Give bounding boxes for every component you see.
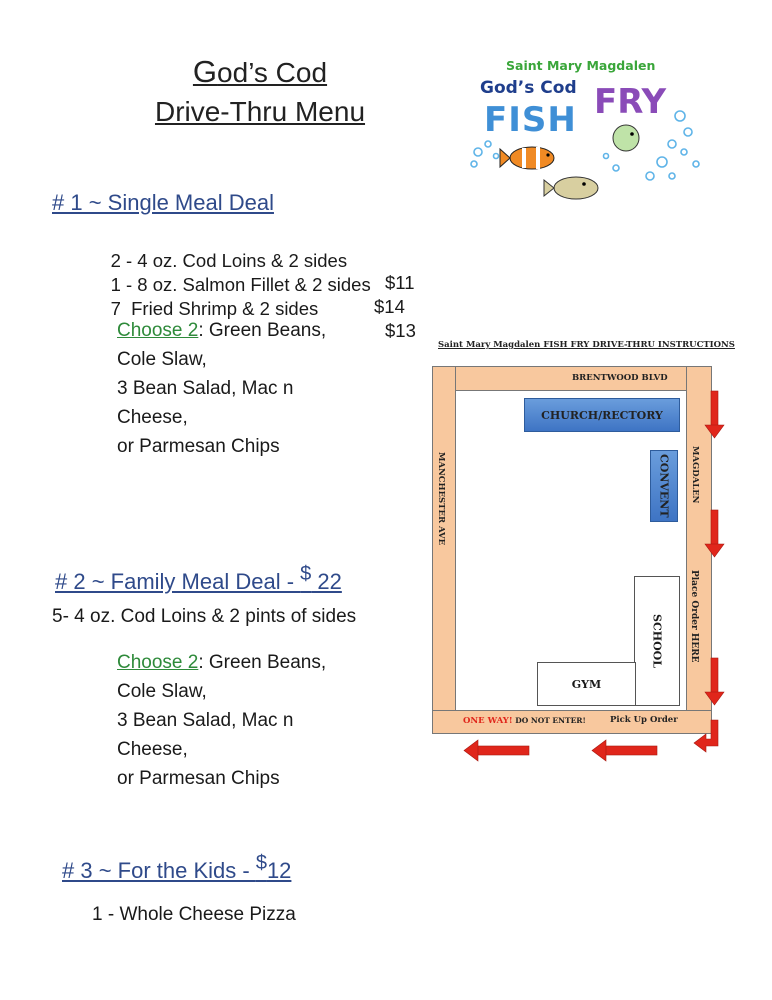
- building-church-rectory: CHURCH/RECTORY: [524, 398, 680, 432]
- price-symbol: $: [300, 563, 312, 585]
- arrow-left-icon: [592, 740, 657, 761]
- one-way-sign: [463, 716, 586, 726]
- one-way-text: ONE WAY!: [463, 716, 513, 726]
- arrow-left-icon: [464, 740, 529, 761]
- deal2-sides-choice: [117, 648, 377, 793]
- heading-price: 12: [266, 858, 292, 883]
- fish-fry-logo: [466, 52, 706, 207]
- page-title-line2: Drive-Thru Menu: [154, 96, 366, 127]
- choose-label: Choose 2: [117, 652, 199, 673]
- item-price: $13: [385, 320, 416, 341]
- title-cap-letter: G: [192, 54, 218, 89]
- price-symbol: $: [255, 852, 267, 874]
- choice-line: or Parmesan Chips: [117, 768, 280, 789]
- choice-line: or Parmesan Chips: [117, 436, 280, 457]
- item-price: $11: [385, 272, 415, 293]
- item-price: $14: [374, 296, 405, 317]
- choice-line: Cheese,: [117, 407, 188, 428]
- choice-line: Cole Slaw,: [117, 681, 207, 702]
- building-school: SCHOOL: [634, 576, 680, 706]
- page-title-line1: [0, 54, 520, 90]
- logo-word-fry: FRY: [594, 82, 667, 122]
- choice-line: Cole Slaw,: [117, 349, 207, 370]
- choice-text: : Green Beans,: [198, 652, 327, 673]
- choice-text: : Green Beans,: [198, 320, 327, 341]
- label-place-order: Place Order HERE: [689, 570, 699, 663]
- road-right-magdalen: [686, 366, 712, 734]
- item-name: 1 - 8 oz. Salmon Fillet & 2 sides: [110, 274, 371, 295]
- deal2-heading: [55, 563, 342, 595]
- heading-text: # 3 ~ For the Kids -: [62, 858, 256, 883]
- logo-brand: God’s Cod: [480, 78, 577, 98]
- road-left-manchester: [432, 366, 456, 734]
- choice-line: Cheese,: [117, 739, 188, 760]
- do-not-enter-text: DO NOT ENTER!: [512, 716, 586, 725]
- deal3-heading: [62, 852, 292, 884]
- choice-line: [117, 316, 377, 345]
- heading-price: 22: [311, 569, 342, 594]
- logo-parish-name: Saint Mary Magdalen: [506, 58, 656, 73]
- title-rest: od’s Cod: [217, 57, 328, 88]
- fish-illustration-icon: [466, 52, 706, 207]
- label-brentwood: BRENTWOOD BLVD: [572, 373, 668, 383]
- deal3-item: 1 - Whole Cheese Pizza: [92, 904, 296, 925]
- choice-line: 3 Bean Salad, Mac n: [117, 378, 294, 399]
- deal2-item: 5- 4 oz. Cod Loins & 2 pints of sides: [52, 606, 357, 627]
- label-manchester: MANCHESTER AVE: [436, 452, 446, 546]
- building-gym: GYM: [537, 662, 636, 706]
- building-convent: CONVENT: [650, 450, 678, 522]
- choose-label: Choose 2: [117, 320, 199, 341]
- item-name: 2 - 4 oz. Cod Loins & 2 sides: [110, 250, 348, 271]
- deal1-heading: # 1 ~ Single Meal Deal: [52, 190, 274, 215]
- item-name: 7 Fried Shrimp & 2 sides: [110, 298, 319, 319]
- heading-text: # 2 ~ Family Meal Deal -: [55, 569, 301, 594]
- choice-line: [117, 648, 377, 677]
- label-magdalen: MAGDALEN: [690, 446, 700, 504]
- logo-word-fish: FISH: [484, 100, 577, 140]
- map-title: Saint Mary Magdalen FISH FRY DRIVE-THRU INSTRUCTIONS: [438, 340, 735, 350]
- pick-up-order-label: Pick Up Order: [610, 715, 678, 725]
- deal1-sides-choice: [117, 316, 377, 461]
- choice-line: 3 Bean Salad, Mac n: [117, 710, 294, 731]
